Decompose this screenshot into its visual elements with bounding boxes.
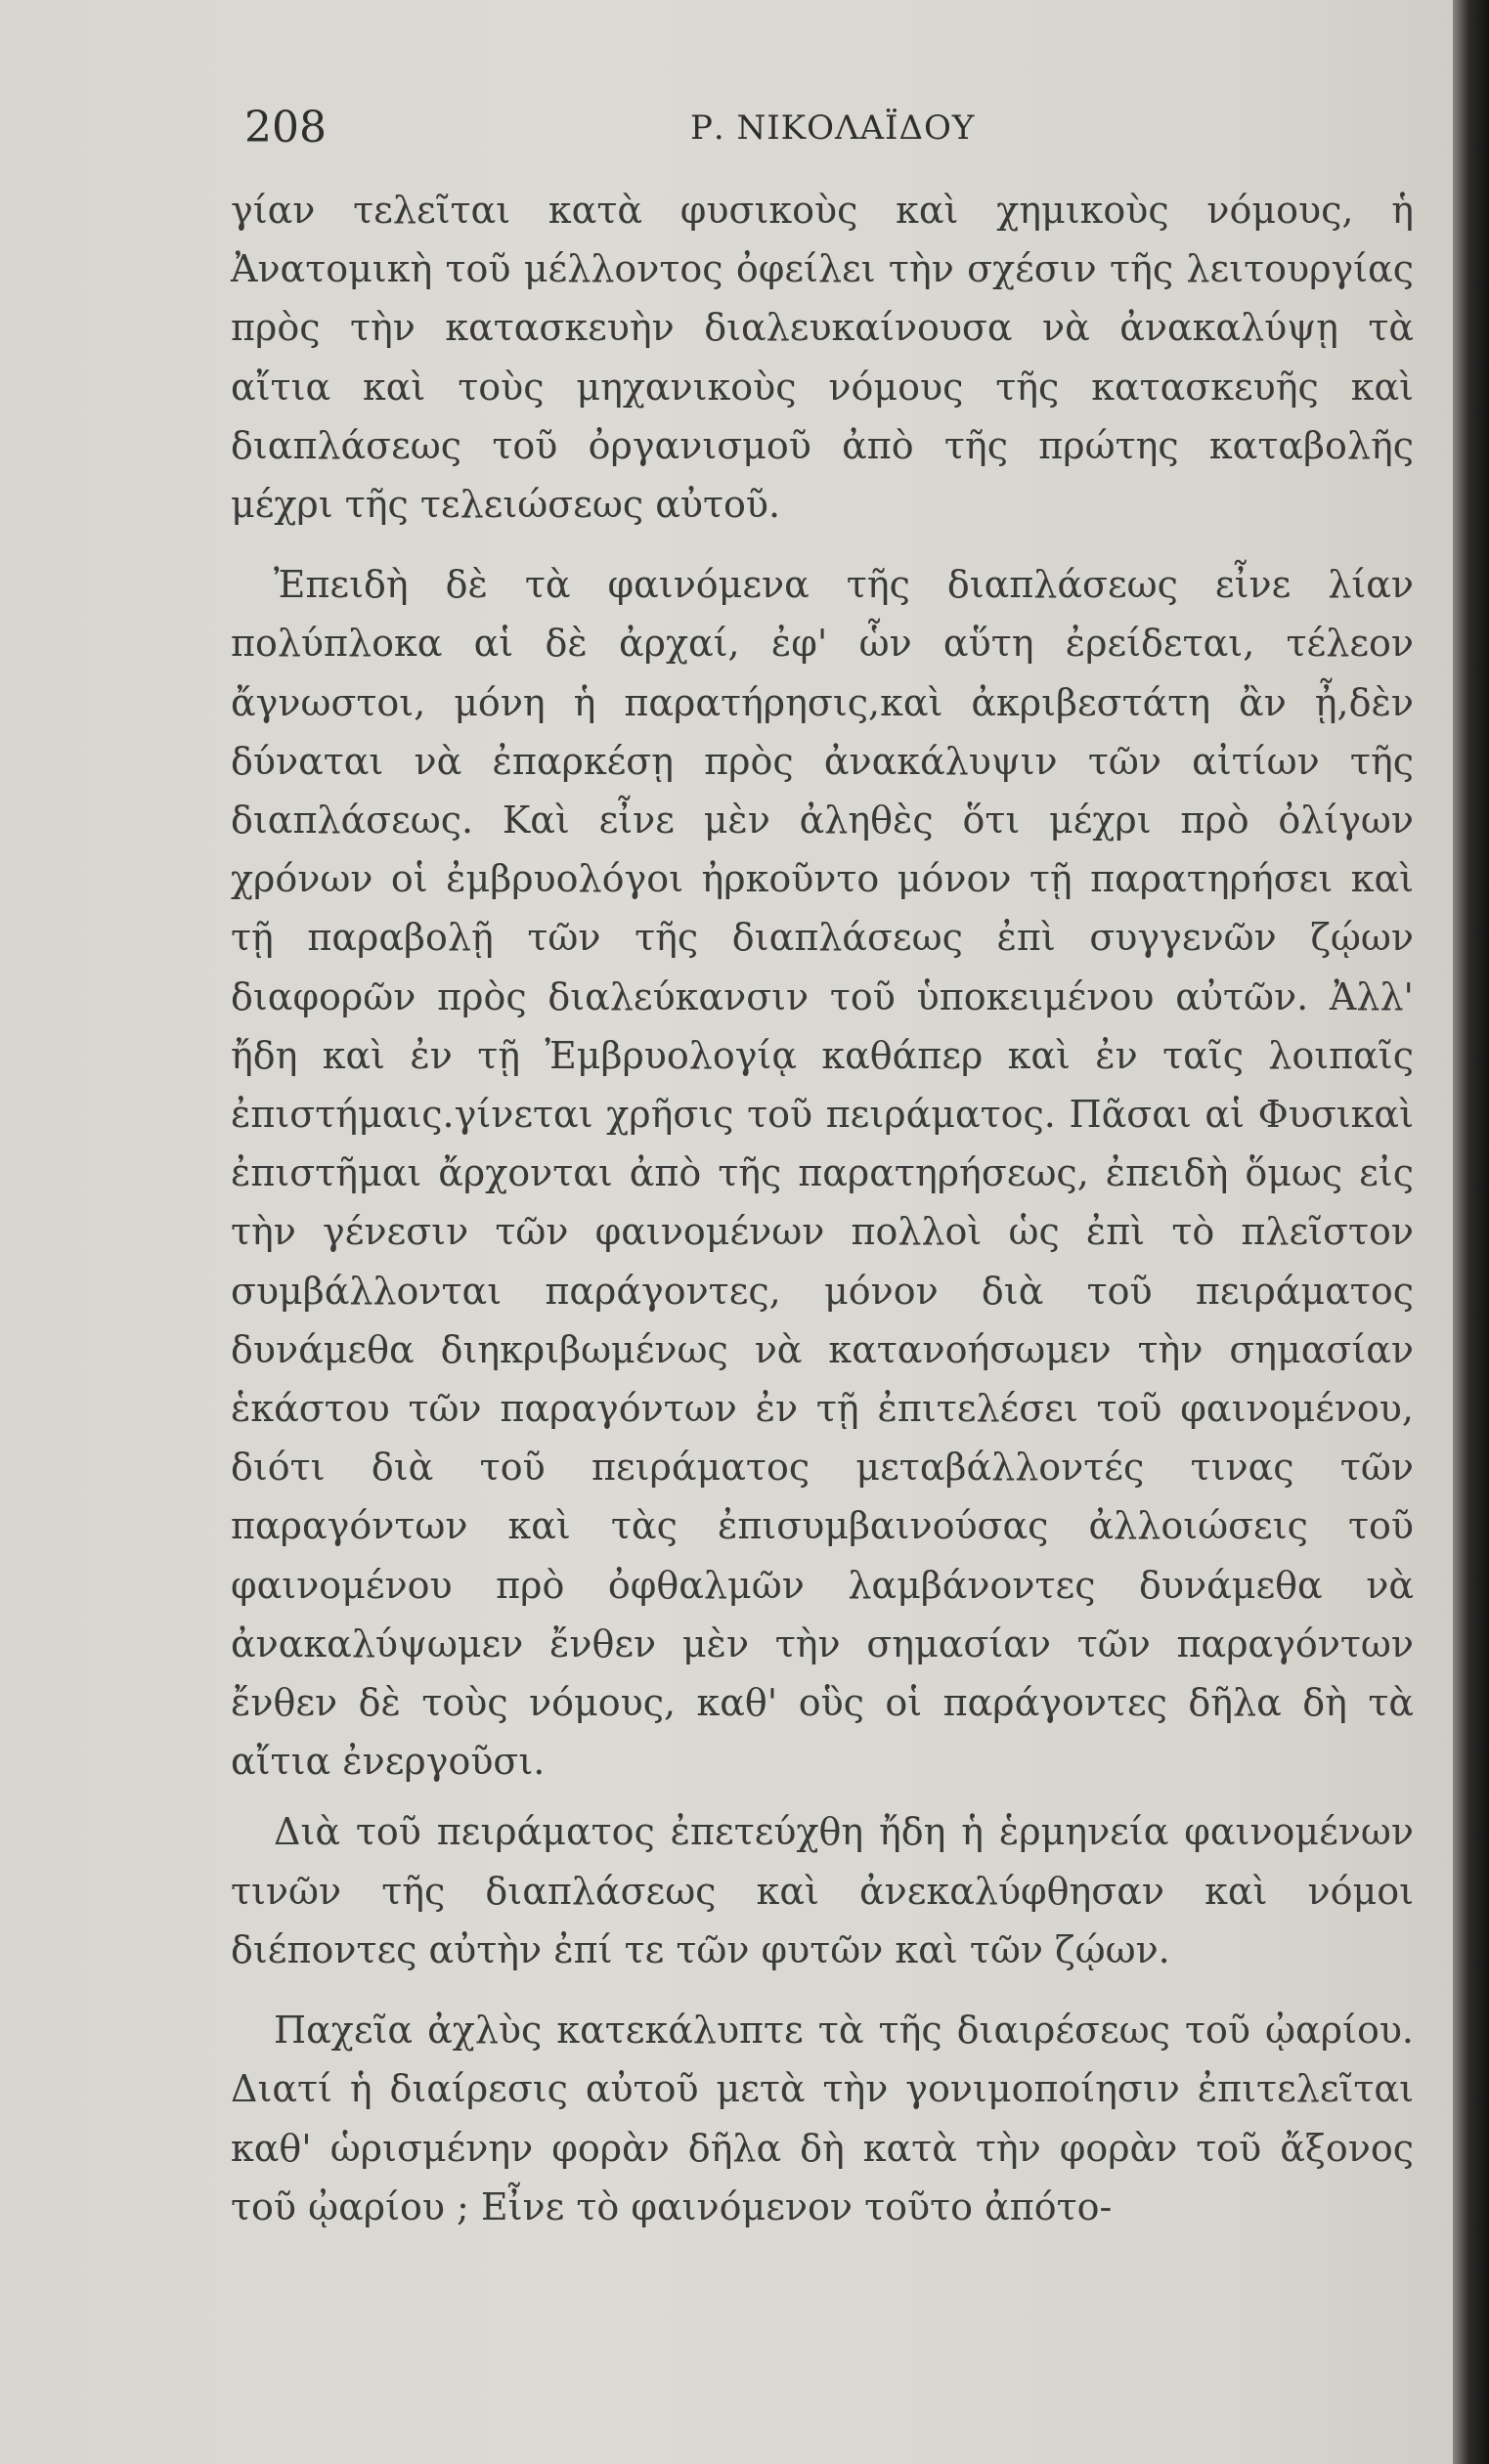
page-header: [231, 93, 1414, 181]
paragraph-3: Διὰ τοῦ πειράματος ἐπετεύχθη ἤδη ἡ ἑρμηνεία φαινομένων τινῶν τῆς διαπλάσεως καὶ ἀνεκαλύφθησαν καὶ νόμοι διέποντες αὐτὴν ἐπί τε τῶν φυτῶν καὶ τῶν ζῴων.: [231, 1810, 1414, 1971]
book-spine-shadow: [1453, 0, 1489, 2464]
paragraph-1: γίαν τελεῖται κατὰ φυσικοὺς καὶ χημικοὺς νόμους, ἡ Ἀνατομικὴ τοῦ μέλλοντος ὀφείλει τὴν σχέσιν τῆς λειτουργίας πρὸς τὴν κατασκευὴν διαλευκαίνουσα νὰ ἀνακαλύψῃ τὰ αἴτια καὶ τοὺς μηχανικοὺς νόμους τῆς κατασκευῆς καὶ διαπλάσεως τοῦ ὀργανισμοῦ ἀπὸ τῆς πρώτης καταβολῆς μέχρι τῆς τελειώσεως αὐτοῦ.: [231, 189, 1414, 527]
body-text: [231, 181, 1414, 2236]
page-number: 208: [244, 103, 327, 152]
running-title: Ρ. ΝΙΚΟΛΑΪΔΟΥ: [690, 108, 976, 148]
paragraph-2: Ἐπειδὴ δὲ τὰ φαινόμενα τῆς διαπλάσεως εἶνε λίαν πολύπλοκα αἱ δὲ ἀρχαί, ἐφ' ὧν αὕτη ἐρείδεται, τέλεον ἄγνωστοι, μόνη ἡ παρατήρησις,καὶ ἀκριβεστάτη ἂν ᾖ,δὲν δύναται νὰ ἐπαρκέσῃ πρὸς ἀνακάλυψιν τῶν αἰτίων τῆς διαπλάσεως. Καὶ εἶνε μὲν ἀληθὲς ὅτι μέχρι πρὸ ὀλίγων χρόνων οἱ ἐμβρυολόγοι ἠρκοῦντο μόνον τῇ παρατηρήσει καὶ τῇ παραβολῇ τῶν τῆς διαπλάσεως ἐπὶ συγγενῶν ζῴων διαφορῶν πρὸς διαλεύκανσιν τοῦ ὑποκειμένου αὐτῶν. Ἀλλ' ἤδη καὶ ἐν τῇ Ἐμβρυολογίᾳ καθάπερ καὶ ἐν ταῖς λοιπαῖς ἐπιστήμαις.γίνεται χρῆσις τοῦ πειράματος. Πᾶσαι αἱ Φυσικαὶ ἐπιστῆμαι ἄρχονται ἀπὸ τῆς παρατηρήσεως, ἐπειδὴ ὅμως εἰς τὴν γένεσιν τῶν φαινομένων πολλοὶ ὡς ἐπὶ τὸ πλεῖστον συμβάλλονται παράγοντες, μόνον διὰ τοῦ πειράματος δυνάμεθα διηκριβωμένως νὰ κατανοήσωμεν τὴν σημασίαν ἑκάστου τῶν παραγόντων ἐν τῇ ἐπιτελέσει τοῦ φαινομένου, διότι διὰ τοῦ πειράματος μεταβάλλοντές τινας τῶν παραγόντων καὶ τὰς ἐπισυμβαινούσας ἀλλοιώσεις τοῦ φαινομένου πρὸ ὀφθαλμῶν λαμβάνοντες δυνάμεθα νὰ ἀνακαλύψωμεν ἔνθεν μὲν τὴν σημασίαν τῶν παραγόντων ἔνθεν δὲ τοὺς νόμους, καθ' οὓς οἱ παράγοντες δῆλα δὴ τὰ αἴτια ἐνεργοῦσι.: [231, 563, 1414, 1784]
paragraph-4: Παχεῖα ἀχλὺς κατεκάλυπτε τὰ τῆς διαιρέσεως τοῦ ᾠαρίου. Διατί ἡ διαίρεσις αὐτοῦ μετὰ τὴν γονιμοποίησιν ἐπιτελεῖται καθ' ὡρισμένην φορὰν δῆλα δὴ κατὰ τὴν φορὰν τοῦ ἄξονος τοῦ ᾠαρίου ; Εἶνε τὸ φαινόμενον τοῦτο ἀπότο-: [231, 2009, 1414, 2228]
